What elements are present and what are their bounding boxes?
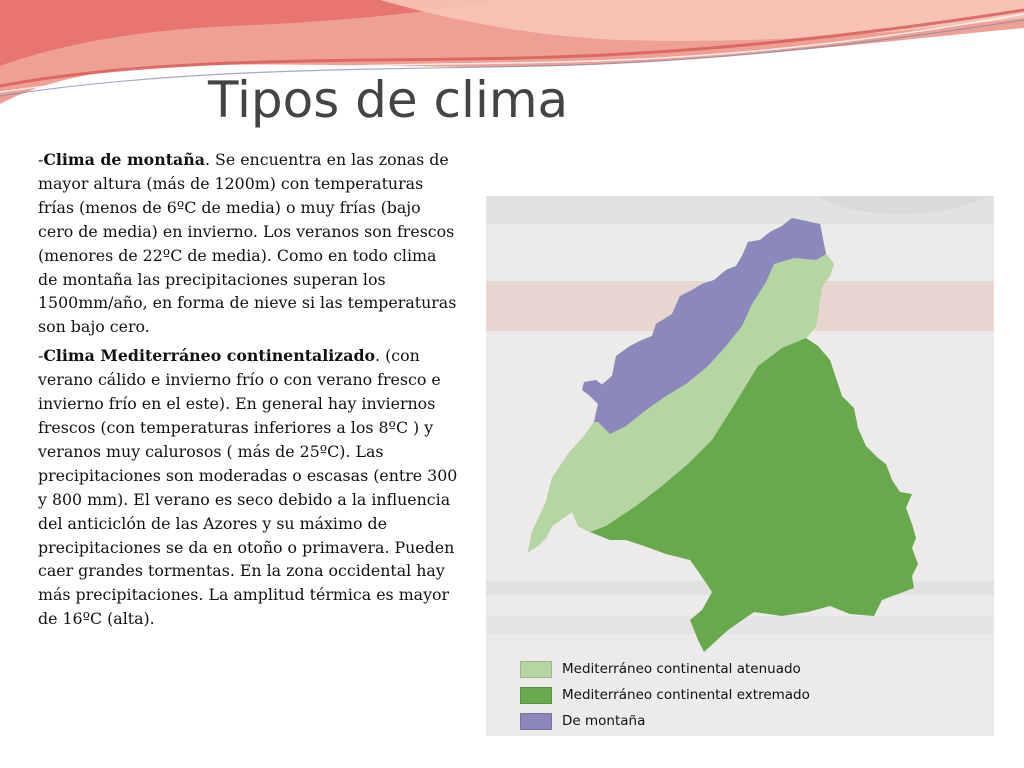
paragraph-heading: Clima Mediterráneo continentalizado bbox=[43, 346, 376, 366]
climate-map bbox=[486, 196, 994, 736]
legend-item bbox=[520, 708, 810, 734]
legend-swatch bbox=[520, 661, 552, 678]
paragraph-text: . Se encuentra en las zonas de mayor altura (más de 1200m) con temperaturas frías (menos de 6ºC de media) o muy frías (bajo cero de media) en invierno. Los veranos son frescos (menores de 22ºC de media). Como en todo clima de montaña las precipitaciones superan los 1500mm/año, en forma de nieve si las temperaturas son bajo cero. bbox=[38, 150, 457, 337]
paragraph-clima-montana bbox=[38, 148, 458, 339]
legend-label: Mediterráneo continental atenuado bbox=[562, 661, 801, 677]
paragraph-text: . (con verano cálido e invierno frío o con verano fresco e invierno frío en el este). En general hay inviernos frescos (con temperaturas inferiores a los 8ºC ) y veranos muy calurosos ( más de 25ºC). Las precipitaciones son moderadas o escasas (entre 300 y 800 mm). El verano es seco debido a la influencia del anticiclón de las Azores y su máximo de precipitaciones se da en otoño o primavera. Pueden caer grandes tormentas. En la zona occidental hay más precipitaciones. La amplitud térmica es mayor de 16ºC (alta). bbox=[38, 346, 458, 629]
legend-item bbox=[520, 656, 810, 682]
legend-item bbox=[520, 682, 810, 708]
body-text bbox=[38, 148, 458, 636]
paragraph-prefix: - bbox=[38, 346, 44, 366]
legend-label: De montaña bbox=[562, 713, 646, 729]
paragraph-clima-mediterraneo bbox=[38, 344, 458, 631]
legend-swatch bbox=[520, 713, 552, 730]
slide-title: Tipos de clima bbox=[208, 71, 569, 129]
legend-label: Mediterráneo continental extremado bbox=[562, 687, 810, 703]
paragraph-heading: Clima de montaña bbox=[43, 150, 205, 169]
paragraph-prefix: - bbox=[38, 150, 44, 169]
legend-swatch bbox=[520, 687, 552, 704]
climate-map-figure bbox=[486, 196, 994, 736]
map-legend bbox=[520, 656, 810, 734]
